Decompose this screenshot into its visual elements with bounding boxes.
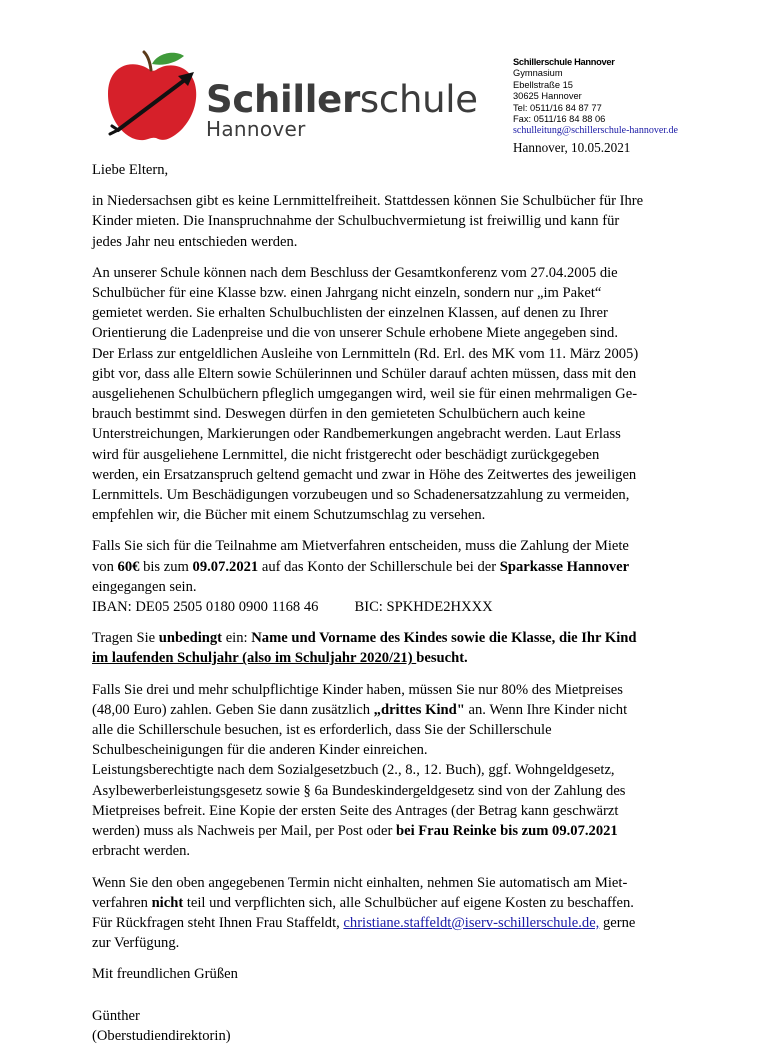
text-line: gibt vor, dass alle Eltern sowie Schülerinnen und Schüler darauf achten müssen, dass mit den (92, 365, 637, 382)
text-line (92, 913, 688, 933)
reference-instruction-underlined: im laufenden Schuljahr (also im Schuljahr 2020/21) (92, 650, 417, 667)
text-line: empfehlen wir, die Bücher mit einem Schutzumschlag zu versehen. (92, 507, 486, 524)
closing: Mit freundlichen Grüßen (92, 966, 238, 983)
text-line: eingegangen sein. (92, 578, 197, 595)
text-span: von (92, 558, 118, 575)
school-logo (104, 50, 478, 145)
header-email-link[interactable]: schulleitung@schillerschule-hannover.de (513, 125, 678, 137)
text-line: in Niedersachsen gibt es keine Lernmittelfreiheit. Stattdessen können Sie Schulbücher für Ihre (92, 193, 644, 210)
third-child-label: „drittes Kind" (373, 701, 465, 718)
text-line: jedes Jahr neu entschieden werden. (92, 233, 298, 250)
paragraph-2 (92, 263, 688, 526)
text-line: zur Verfügung. (92, 935, 180, 952)
text-line: An unserer Schule können nach dem Beschluss der Gesamtkonferenz vom 27.04.2005 die (92, 264, 618, 281)
postal-city: 30625 Hannover (513, 91, 582, 102)
letter-date: Hannover, 10.05.2021 (513, 140, 631, 155)
text-span: teil und verpflichten sich, alle Schulbücher auf eigene Kosten zu beschaffen. (183, 894, 634, 911)
emphasis: unbedingt (158, 630, 223, 647)
logo-school-name (206, 80, 478, 120)
paragraph-reference (92, 628, 688, 668)
text-line: wird für ausgeliehene Lernmittel, die nicht fristgerecht oder beschädigt zurückgegeben (92, 446, 600, 463)
text-line: Falls Sie sich für die Teilnahme am Mietverfahren entscheiden, muss die Zahlung der Miete (92, 538, 629, 555)
text-line: Asylbewerberleistungsgesetz sowie § 6a Bundeskindergeldgesetz sind von der Zahlung des (92, 782, 626, 799)
text-span: (48,00 Euro) zahlen. Geben Sie dann zusätzlich (92, 701, 374, 718)
text-line: Wenn Sie den oben angegebenen Termin nicht einhalten, nehmen Sie automatisch am Miet- (92, 874, 628, 891)
text-span: besucht. (416, 650, 468, 667)
text-line (92, 557, 688, 577)
paragraph-1 (92, 191, 688, 252)
iban: IBAN: DE05 2505 0180 0900 1168 46 (92, 599, 319, 616)
text-line (92, 648, 688, 668)
text-line (92, 893, 688, 913)
reinke-deadline: bei Frau Reinke bis zum 09.07.2021 (395, 823, 618, 840)
logo-wordmark (206, 80, 478, 140)
school-name: Schillerschule Hannover (513, 57, 615, 67)
text-line: werden, ein Ersatzanspruch geltend gemacht und zwar in Höhe des Zeitwertes des jeweiligen (92, 466, 637, 483)
logo-name-bold: Schiller (206, 78, 360, 121)
text-span: auf das Konto der Schillerschule bei der (258, 558, 500, 575)
text-span: verfahren (92, 894, 152, 911)
bank-name: Sparkasse Hannover (499, 558, 630, 575)
telephone: Tel: 0511/16 84 87 77 (513, 102, 602, 113)
logo-city: Hannover (206, 117, 306, 141)
apple-icon (104, 50, 204, 145)
text-line: Der Erlass zur entgeldlichen Ausleihe von Lernmitteln (Rd. Erl. des MK vom 11. März 2005) (92, 345, 639, 362)
paragraph-contact (92, 873, 688, 954)
contact-email-link[interactable]: christiane.staffeldt@iserv-schillerschule.de, (343, 914, 600, 931)
text-line: ausgeliehenen Schulbüchern pfleglich umgegangen wird, weil sie für einen mehrmaligen Ge- (92, 386, 638, 403)
paragraph-discounts (92, 680, 688, 862)
text-line (92, 628, 688, 648)
text-span: gerne (599, 914, 636, 931)
rent-amount: 60€ (117, 558, 140, 575)
text-line: Lernmittels. Um Beschädigungen vorzubeugen und so Schadenersatzzahlung zu vermeiden, (92, 487, 630, 504)
logo-name-light: schule (359, 78, 478, 121)
fax: Fax: 0511/16 84 88 06 (513, 114, 606, 125)
reference-instruction: Name und Vorname des Kindes sowie die Klasse, die Ihr Kind (251, 630, 637, 647)
address-block (513, 57, 678, 137)
payment-deadline: 09.07.2021 (192, 558, 259, 575)
text-line: brauch bestimmt sind. Deswegen dürfen in den gemieteten Schulbüchern auch keine (92, 406, 586, 423)
text-line: Leistungsberechtigte nach dem Sozialgesetzbuch (2., 8., 12. Buch), ggf. Wohngeldgesetz, (92, 762, 615, 779)
text-span: ein: (222, 630, 252, 647)
letter-body (92, 160, 688, 1046)
emphasis: nicht (151, 894, 184, 911)
street: Ebellstraße 15 (513, 79, 573, 90)
signer-title: (Oberstudiendirektorin) (92, 1027, 231, 1044)
text-line: Falls Sie drei und mehr schulpflichtige Kinder haben, müssen Sie nur 80% des Mietpreises (92, 681, 623, 698)
text-span: an. Wenn Ihre Kinder nicht (464, 701, 628, 718)
text-line: Orientierung die Ladenpreise und die von unserer Schule erhobene Miete angegeben sind. (92, 325, 619, 342)
text-span: werden) muss als Nachweis per Mail, per Post oder (92, 823, 396, 840)
text-span: Tragen Sie (92, 630, 159, 647)
paragraph-payment (92, 536, 688, 617)
text-line (92, 700, 688, 720)
text-span: bis zum (139, 558, 193, 575)
text-line: Schulbücher für eine Klasse bzw. einen Jahrgang nicht einzeln, sondern nur „im Paket“ (92, 285, 602, 302)
text-span: Für Rückfragen steht Ihnen Frau Staffeldt, (92, 914, 344, 931)
text-line: Unterstreichungen, Markierungen oder Randbemerkungen angebracht werden. Laut Erlass (92, 426, 621, 443)
bank-details (92, 597, 688, 617)
text-line: Mietpreises befreit. Eine Kopie der ersten Seite des Antrages (der Betrag kann geschwärzt (92, 802, 619, 819)
text-line: gemietet werden. Sie erhalten Schulbuchlisten der einzelnen Klassen, auf denen zu Ihrer (92, 305, 608, 322)
salutation: Liebe Eltern, (92, 162, 169, 178)
bic: BIC: SPKHDE2HXXX (354, 599, 493, 616)
text-line: alle die Schillerschule besuchen, ist es erforderlich, dass Sie der Schillerschule (92, 722, 552, 739)
text-line (92, 821, 688, 841)
text-line: Kinder mieten. Die Inanspruchnahme der Schulbuchvermietung ist freiwillig und kann für (92, 213, 620, 230)
text-line: Schulbescheinigungen für die anderen Kinder einreichen. (92, 742, 428, 759)
signer-name: Günther (92, 1007, 140, 1024)
school-type: Gymnasium (513, 68, 563, 79)
text-line: erbracht werden. (92, 843, 191, 860)
